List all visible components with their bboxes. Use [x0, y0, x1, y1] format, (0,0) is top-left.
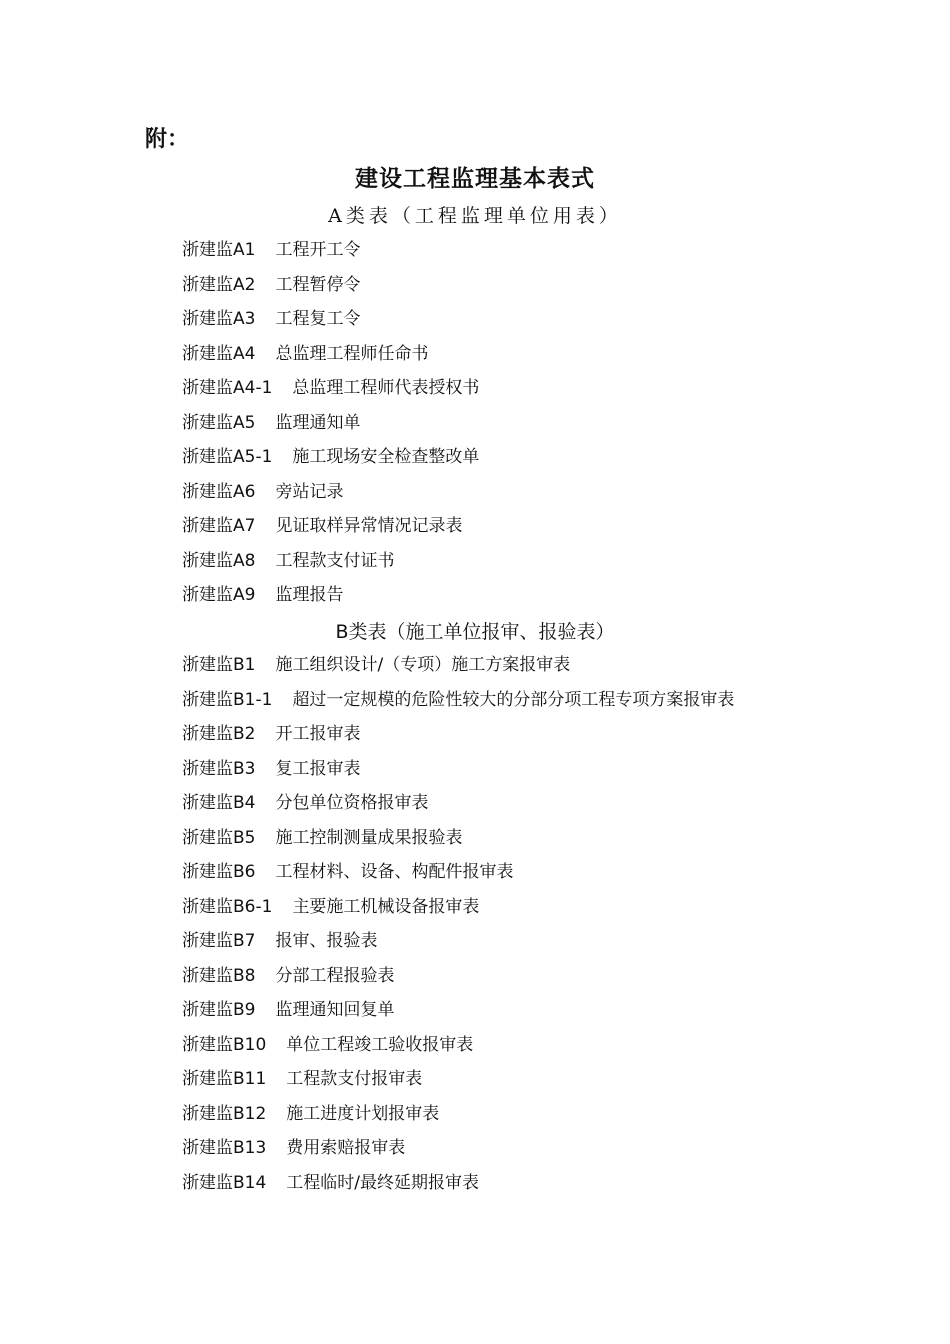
section-a-heading: A类表（工程监理单位用表） — [328, 205, 622, 227]
form-code: 浙建监A5 — [182, 412, 256, 433]
form-list-item — [182, 583, 479, 618]
form-name: 总监理工程师任命书 — [275, 343, 429, 364]
form-code: 浙建监A9 — [182, 585, 256, 605]
form-list-item — [182, 860, 734, 895]
form-list-item — [182, 1136, 734, 1171]
form-name: 监理通知单 — [275, 412, 361, 433]
form-code: 浙建监B8 — [182, 965, 256, 986]
form-code: 浙建监B7 — [182, 931, 256, 951]
form-code: 浙建监B5 — [182, 827, 256, 848]
form-code: 浙建监B14 — [182, 1172, 267, 1193]
form-name: 施工现场安全检查整改单 — [292, 447, 480, 467]
form-list-item — [182, 376, 479, 411]
form-list-item — [182, 307, 479, 342]
form-name: 施工进度计划报审表 — [286, 1103, 440, 1124]
form-name: 监理报告 — [275, 585, 344, 605]
form-list-item — [182, 653, 734, 688]
form-code: 浙建监A6 — [182, 481, 256, 502]
form-code: 浙建监B13 — [182, 1138, 267, 1158]
form-list-item — [182, 1171, 734, 1206]
form-list-item — [182, 929, 734, 964]
form-list-item — [182, 791, 734, 826]
form-list-item — [182, 1033, 734, 1068]
form-list-item — [182, 964, 734, 999]
form-name: 开工报审表 — [275, 724, 361, 744]
document-title: 建设工程监理基本表式 — [355, 166, 595, 192]
form-code: 浙建监B12 — [182, 1103, 267, 1124]
form-list-item — [182, 238, 479, 273]
form-name: 旁站记录 — [275, 481, 344, 502]
form-name: 报审、报验表 — [275, 931, 378, 951]
form-code: 浙建监B6 — [182, 862, 256, 882]
form-code: 浙建监A8 — [182, 550, 256, 571]
form-code: 浙建监B10 — [182, 1034, 267, 1055]
form-code: 浙建监A7 — [182, 516, 256, 536]
form-name: 分包单位资格报审表 — [275, 793, 429, 813]
form-name: 超过一定规模的危险性较大的分部分项工程专项方案报审表 — [292, 689, 735, 710]
form-list-item — [182, 895, 734, 930]
form-code: 浙建监A1 — [182, 240, 256, 260]
form-name: 单位工程竣工验收报审表 — [286, 1034, 474, 1055]
form-code: 浙建监B6-1 — [182, 896, 273, 917]
form-code: 浙建监A5-1 — [182, 447, 273, 467]
form-name: 监理通知回复单 — [275, 1000, 395, 1020]
form-list-item — [182, 342, 479, 377]
form-list-item — [182, 411, 479, 446]
form-list-item — [182, 1067, 734, 1102]
attachment-label: 附： — [145, 127, 190, 152]
form-name: 工程复工令 — [275, 309, 361, 329]
form-code: 浙建监A2 — [182, 274, 256, 295]
form-list-item — [182, 1102, 734, 1137]
form-list-item — [182, 688, 734, 723]
section-b-heading: B类表（施工单位报审、报验表） — [335, 621, 615, 643]
form-list-item — [182, 445, 479, 480]
form-code: 浙建监B3 — [182, 758, 256, 779]
form-code: 浙建监A3 — [182, 309, 256, 329]
form-name: 工程款支付报审表 — [286, 1069, 423, 1089]
form-code: 浙建监A4-1 — [182, 378, 273, 398]
form-name: 费用索赔报审表 — [286, 1138, 406, 1158]
form-name: 工程款支付证书 — [275, 550, 395, 571]
form-list-item — [182, 998, 734, 1033]
form-code: 浙建监B11 — [182, 1069, 267, 1089]
form-name: 分部工程报验表 — [275, 965, 395, 986]
form-code: 浙建监B2 — [182, 724, 256, 744]
form-list-item — [182, 722, 734, 757]
form-list-item — [182, 514, 479, 549]
section-b-list — [182, 653, 734, 1205]
form-code: 浙建监B9 — [182, 1000, 256, 1020]
form-list-item — [182, 273, 479, 308]
form-name: 工程暂停令 — [275, 274, 361, 295]
form-name: 施工控制测量成果报验表 — [275, 827, 463, 848]
form-name: 见证取样异常情况记录表 — [275, 516, 463, 536]
form-name: 施工组织设计/（专项）施工方案报审表 — [275, 655, 571, 675]
form-name: 工程临时/最终延期报审表 — [286, 1172, 480, 1193]
form-list-item — [182, 826, 734, 861]
form-list-item — [182, 480, 479, 515]
form-code: 浙建监B4 — [182, 793, 256, 813]
form-name: 总监理工程师代表授权书 — [292, 378, 480, 398]
section-a-list — [182, 238, 479, 618]
form-name: 复工报审表 — [275, 758, 361, 779]
form-code: 浙建监A4 — [182, 343, 256, 364]
form-list-item — [182, 549, 479, 584]
form-list-item — [182, 757, 734, 792]
form-code: 浙建监B1-1 — [182, 689, 273, 710]
form-name: 工程开工令 — [275, 240, 361, 260]
form-name: 主要施工机械设备报审表 — [292, 896, 480, 917]
form-name: 工程材料、设备、构配件报审表 — [275, 862, 514, 882]
form-code: 浙建监B1 — [182, 655, 256, 675]
